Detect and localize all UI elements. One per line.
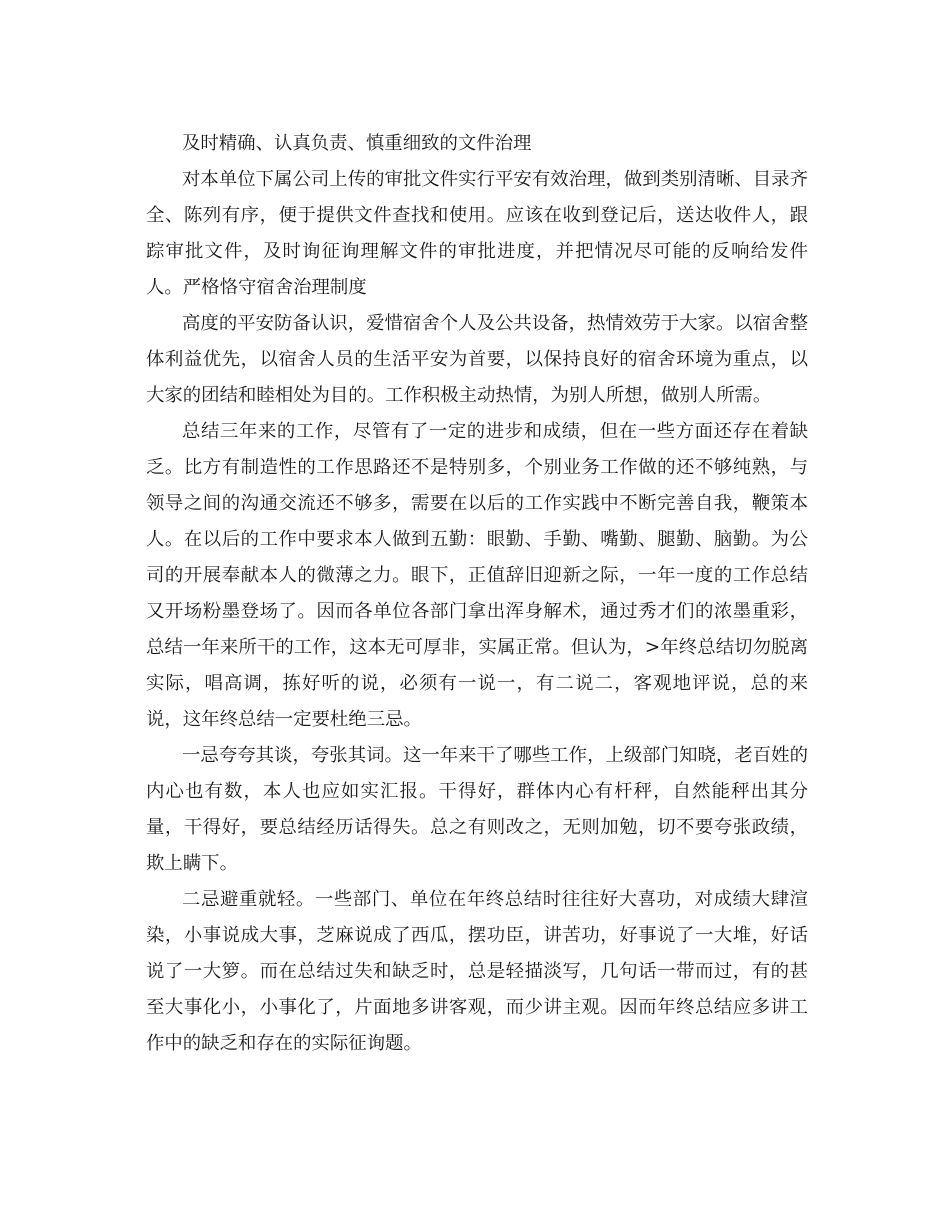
paragraph-5: 一忌夸夸其谈，夸张其词。这一年来干了哪些工作，上级部门知晓，老百姓的内心也有数，本人也应如实汇报。干得好，群体内心有杆秤，自然能秤出其分量，干得好，要总结经历话得失。总之有则改之，无则加勉，切不要夸张政绩，欺上瞒下。 [146, 745, 808, 874]
paragraph-3: 高度的平安防备认识，爱惜宿舍个人及公共设备，热情效劳于大家。以宿舍整体利益优先，以宿舍人员的生活平安为首要，以保持良好的宿舍环境为重点，以大家的团结和睦相处为目的。工作积极主动热情，为别人所想，做别人所需。 [146, 313, 808, 406]
paragraph-1: 及时精确、认真负责、慎重细致的文件治理 [182, 133, 532, 154]
paragraph-2: 对本单位下属公司上传的审批文件实行平安有效治理，做到类别清晰、目录齐全、陈列有序，便于提供文件查找和使用。应该在收到登记后，送达收件人，跟踪审批文件，及时询征询理解文件的审批进度，并把情况尽可能的反响给发件人。严格恪守宿舍治理制度 [146, 169, 808, 298]
document-body [146, 126, 808, 1062]
paragraph-4: 总结三年来的工作，尽管有了一定的进步和成绩，但在一些方面还存在着缺乏。比方有制造性的工作思路还不是特别多，个别业务工作做的还不够纯熟，与领导之间的沟通交流还不够多，需要在以后的工作实践中不断完善自我，鞭策本人。在以后的工作中要求本人做到五勤：眼勤、手勤、嘴勤、腿勤、脑勤。为公司的开展奉献本人的微薄之力。眼下，正值辞旧迎新之际，一年一度的工作总结又开场粉墨登场了。因而各单位各部门拿出浑身解术，通过秀才们的浓墨重彩，总结一年来所干的工作，这本无可厚非，实属正常。但认为，>年终总结切勿脱离实际，唱高调，拣好听的说，必须有一说一，有二说二，客观地评说，总的来说，这年终总结一定要杜绝三忌。 [146, 421, 808, 730]
paragraph-6: 二忌避重就轻。一些部门、单位在年终总结时往往好大喜功，对成绩大肆渲染，小事说成大事，芝麻说成了西瓜，摆功臣，讲苦功，好事说了一大堆，好话说了一大箩。而在总结过失和缺乏时，总是轻描淡写，几句话一带而过，有的甚至大事化小，小事化了，片面地多讲客观，而少讲主观。因而年终总结应多讲工作中的缺乏和存在的实际征询题。 [146, 889, 808, 1054]
